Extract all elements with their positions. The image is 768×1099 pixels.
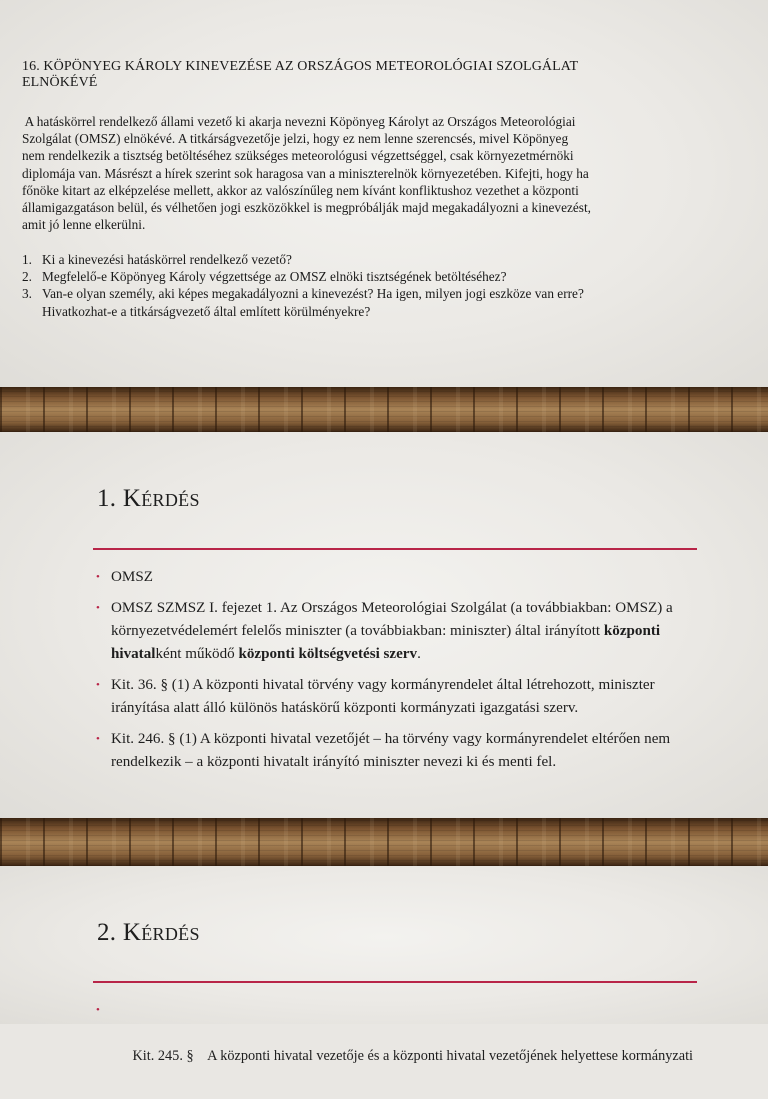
bullet-item: [96, 999, 696, 1091]
bullet-bold-text: központi költségvetési szerv: [238, 646, 418, 662]
heading-underline: [93, 548, 697, 550]
case-body-line: amit jó lenne elkerülni.: [22, 217, 146, 233]
question-line: Van-e olyan személy, aki képes megakadályozni a kinevezést? Ha igen, milyen jogi eszköze van erre?: [42, 286, 584, 302]
wood-divider: [0, 818, 768, 866]
question-line: Ki a kinevezési hatáskörrel rendelkező vezető?: [42, 252, 292, 267]
case-body-line: A hatáskörrel rendelkező állami vezető ki akarja nevezni Köpönyeg Károlyt az Országos Meteorológiai: [22, 114, 576, 129]
question-line: Hivatkozhat-e a titkárságvezető által említett körülményekre?: [42, 303, 371, 319]
bullet-bold-text: központi hivatal: [111, 623, 661, 662]
case-body-line: főnöke kitart az elképzelése mellett, akkor az valószínűleg nem kívánt konfliktushoz vezethet a központi: [22, 182, 579, 198]
case-body: [22, 113, 640, 233]
case-body-line: diplomája van. Másrészt a hírek szerint sok haragosa van a miniszterelnök környezetében. Kifejti, hogy ha: [22, 165, 589, 181]
slide-heading-text: 1. Kérdés: [97, 485, 200, 512]
bullet-item: [96, 597, 696, 666]
question-list: [22, 251, 662, 320]
bullet-item: [96, 674, 696, 720]
case-body-line: államigazgatáson belül, és vélhetően jogi eszközökkel is megpróbálják majd megakadályozni a kinevezést,: [22, 200, 591, 216]
bullet-text: Kit. 245. § A központi hivatal vezetője és a központi hivatal vezetőjének helyettese kormányzati: [132, 1048, 694, 1064]
bullet-icon: •: [96, 679, 100, 691]
slide-heading: [97, 918, 200, 948]
bullet-icon: •: [96, 602, 100, 614]
bullet-list: [96, 999, 696, 1099]
bullet-icon: •: [96, 733, 100, 745]
slide-question-1: [0, 432, 768, 818]
question-text: [42, 285, 662, 319]
case-title-line: 16. KÖPÖNYEG KÁROLY KINEVEZÉSE AZ ORSZÁGOS METEOROLÓGIAI SZOLGÁLAT: [22, 59, 579, 74]
slide-heading: [97, 484, 200, 514]
question-text: [42, 268, 662, 285]
question-number: 1.: [22, 252, 32, 267]
bullet-item: [96, 728, 696, 774]
bullet-text: Kit. 246. § (1) A központi hivatal vezetőjét – ha törvény vagy kormányrendelet eltérően nem rendelkezik – a központi hivatalt irányító miniszter nevezi ki és menti fel.: [111, 731, 671, 770]
case-body-line: Szolgálat (OMSZ) elnökévé. A titkárságvezetője jelzi, hogy ez nem lenne szerencsés, mivel Köpönyeg: [22, 131, 569, 147]
bullet-icon: •: [96, 571, 100, 583]
bullet-item: [96, 566, 696, 589]
bullet-text: ként működő: [155, 646, 239, 662]
question-item: [22, 251, 662, 268]
slide-question-2: [0, 866, 768, 1064]
case-title-line: ELNÖKÉVÉ: [22, 75, 98, 90]
slide-heading-text: 2. Kérdés: [97, 919, 200, 946]
case-body-line: nem rendelkezik a tisztség betöltéséhez szükséges meteorológusi végzettséggel, csak környezetmérnöki: [22, 148, 574, 164]
question-line: Megfelelő-e Köpönyeg Károly végzettsége az OMSZ elnöki tisztségének betöltéséhez?: [42, 269, 507, 285]
bullet-text: OMSZ SZMSZ I. fejezet 1. Az Országos Meteorológiai Szolgálat (a továbbiakban: OMSZ) a környezetvédelemért felelős miniszter (a továbbiakban: miniszter) által irányított: [111, 600, 673, 639]
question-item: [22, 285, 662, 319]
question-number: 2.: [22, 269, 32, 285]
slide-case-description: [0, 0, 768, 387]
question-item: [22, 268, 662, 285]
bullet-icon: •: [96, 1004, 100, 1016]
question-number: 3.: [22, 286, 32, 302]
case-title: [22, 59, 622, 91]
heading-underline: [93, 981, 697, 983]
bullet-list: [96, 566, 696, 782]
wood-divider: [0, 387, 768, 432]
bullet-text: .: [417, 646, 421, 662]
bullet-text: Kit. 36. § (1) A központi hivatal törvény vagy kormányrendelet által létrehozott, miniszter irányítása alatt álló különös hatáskörű központi kormányzati igazgatási szerv.: [111, 677, 655, 716]
question-text: [42, 251, 662, 268]
bullet-text: OMSZ: [111, 569, 153, 585]
